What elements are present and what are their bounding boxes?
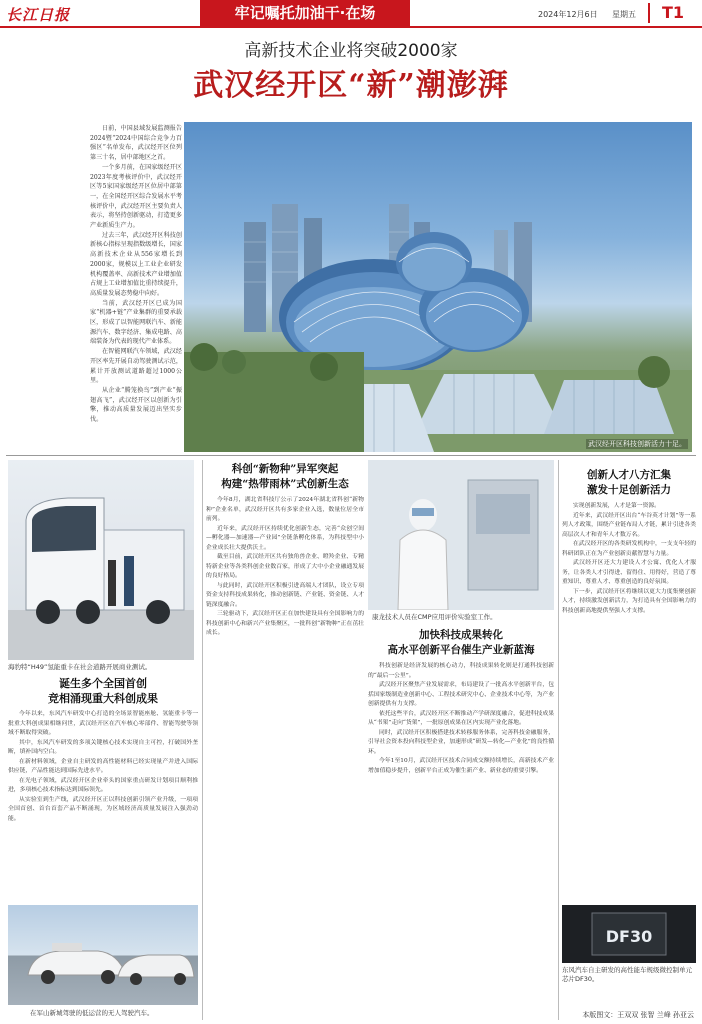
- hydrogen-truck-photo: [8, 460, 194, 660]
- body-paragraph: 科技创新是经济发展的核心动力，科技成果转化则是打通科技创新的“最后一公里”。: [368, 663, 554, 679]
- section-head-center-line2: 高水平创新平台催生产业新蓝海: [387, 644, 535, 656]
- page-number: T1: [648, 3, 696, 23]
- truck-photo-caption: 海豹特“H49”氢能重卡在社会道路开展商业测试。: [8, 663, 152, 671]
- column-banner: 牢记嘱托加油干·在场: [200, 0, 410, 26]
- newspaper-logo: 长江日报: [6, 6, 71, 24]
- column-divider: [202, 460, 203, 1020]
- body-paragraph: 在光电子领域，武汉经开区企业牵头的国家重点研发计划项目顺利推进，多项核心技术指标达到国际领先。: [8, 777, 198, 793]
- body-paragraph: 其中，东风汽车研发的多项关键核心技术实现自主可控，打破国外垄断，填补国内空白。: [8, 739, 198, 755]
- intro-paragraph: 过去三年，武汉经开区科技创新核心指标呈现指数级增长，国家高新技术企业从556家增长到2000家，规模以上工业企业研发机构覆盖率、高新技术产业增加值占规上工业增加值比重持续提升，高质量发展态势稳中向好。: [90, 231, 182, 297]
- article-subtitle: 高新技术企业将突破2000家: [244, 41, 458, 61]
- body-paragraph: 近年来，武汉经开区出台“车谷英才计划”等一系列人才政策，围绕产业链布局人才链，累计引进各类高层次人才和青年人才数万名。: [562, 512, 696, 538]
- lab-photo-caption: 康龙技术人员在CMP应用评价实验室工作。: [372, 613, 497, 621]
- body-paragraph: 同时，武汉经开区积极搭建技术转移服务体系，完善科技金融服务，引导社会资本投向科技型企业，加速形成“研发—转化—产业化”的良性循环。: [368, 729, 554, 755]
- body-paragraph: 武汉经开区聚焦产业发展需求，布局建设了一批高水平创新平台，包括国家级制造业创新中心、工程技术研究中心、企业技术中心等，为产业创新提供有力支撑。: [368, 682, 554, 707]
- robotaxi-photo: [8, 905, 198, 1005]
- intro-paragraph: 日前，中国县域发展监测报告2024暨“2024中国综合竞争力百强区”名单发布，武汉经开区位列第三十名，居中部地区之首。: [90, 125, 182, 162]
- lab-photo: [368, 460, 554, 610]
- section-head-left-line1: 诞生多个全国首创: [59, 677, 147, 690]
- section-head-middle: [206, 462, 364, 492]
- editors-credit: 本版图文：王双双 张智 兰峰 孙亚云: [582, 1011, 694, 1019]
- section-head-right-line2: 激发十足创新活力: [587, 484, 671, 496]
- intro-paragraph: 当前，武汉经开区已成为国家“机器+链”产业集群的重要承载区，形成了以智能网联汽车、新能源汽车、数字经济、集成电路、高端装备为代表的现代产业体系。: [90, 299, 182, 346]
- body-paragraph: 依托这些平台，武汉经开区不断推动产学研深度融合，促进科技成果从“书架”走向“货架”，一批原创成果在区内实现产业化落地。: [368, 710, 554, 726]
- issue-date: 2024年12月6日: [538, 10, 598, 19]
- intro-paragraph: 一个多月前，在国家级经开区2023年度考核评价中，武汉经开区等5家国家级经开区位居中部第一，在全国经开区综合发展水平考核评价中，武汉经开区主要负责人表示，将坚持创新驱动，打造更多产业新质生产力。: [90, 163, 182, 230]
- section-body-left: [8, 710, 198, 824]
- body-paragraph: 与此同时，武汉经开区积极引进高端人才团队，设立专项资金支持科技成果转化，推动创新链、产业链、资金链、人才链深度融合。: [206, 582, 364, 608]
- intro-column: [90, 124, 182, 425]
- body-paragraph: 武汉经开区还大力建设人才公寓、优化人才服务，让各类人才引得进、留得住、用得好，营造了尊重知识、尊重人才、尊重创造的良好氛围。: [562, 560, 696, 585]
- section-head-center: [368, 628, 554, 658]
- body-paragraph: 在新材料领域，企业自主研发的高性能材料已经实现量产并进入国际供应链，产品性能达到国际先进水平。: [8, 758, 198, 774]
- section-head-middle-line2: 构建“热带雨林”式创新生态: [221, 478, 349, 490]
- intro-paragraph: 在智能网联汽车领域，武汉经开区率先开展自动驾驶测试示范，累计开放测试道路超过1000公里。: [90, 348, 182, 385]
- chip-photo: [562, 905, 696, 963]
- intro-paragraph: 从企业“腾笼换鸟”到产业“振翅高飞”，武汉经开区以创新为引擎，推动高质量发展迈出坚实步伐。: [90, 386, 182, 424]
- section-head-left: [8, 676, 198, 706]
- section-head-middle-line1: 科创“新物种”异军突起: [231, 463, 339, 475]
- section-head-center-line1: 加快科技成果转化: [419, 629, 503, 641]
- column-divider: [558, 460, 559, 1020]
- section-head-left-line2: 竞相涌现重大科创成果: [48, 692, 158, 705]
- section-body-center: [368, 662, 554, 776]
- body-paragraph: 在武汉经开区的各类研发机构中，一支支年轻的科研团队正在为产业创新贡献智慧与力量。: [562, 541, 696, 557]
- robotaxi-photo-caption: 在军山新城驾驶的低运营的无人驾驶汽车。: [30, 1009, 154, 1017]
- chip-photo-caption: 东风汽车自主研发的高性能车规级微控制单元芯片DF30。: [562, 966, 692, 983]
- body-paragraph: 三轮驱动下，武汉经开区正在加快建设具有全国影响力的科技创新中心和新兴产业集聚区，一批科创“新物种”正在茁壮成长。: [206, 611, 364, 636]
- body-paragraph: 今年8月，湖北省科技厅公示了2024年湖北省科创“新物种”企业名单，武汉经开区共有多家企业入选，数量位居全市前列。: [206, 497, 364, 522]
- body-paragraph: 近年来，武汉经开区持续优化创新生态，完善“众创空间—孵化器—加速器—产业园”全链条孵化体系，为科技型中小企业成长壮大提供沃土。: [206, 525, 364, 551]
- section-head-right: [562, 468, 696, 498]
- hero-illustration: [184, 122, 692, 452]
- chip-label: DF30: [605, 927, 653, 946]
- hero-caption: 武汉经开区科技创新活力十足。: [588, 440, 686, 448]
- body-paragraph: 从实验室到生产线，武汉经开区正以科技创新引领产业升级，一项项全国首创、首台首套产品不断涌现，为区域经济高质量发展注入强劲动能。: [8, 796, 198, 822]
- masthead: [0, 0, 702, 28]
- section-divider: [6, 455, 696, 456]
- body-paragraph: 下一步，武汉经开区将继续以更大力度集聚创新人才，持续激发创新活力，为打造具有全国影响力的科技创新高地提供坚强人才支撑。: [562, 588, 696, 614]
- section-body-middle: [206, 496, 364, 639]
- article-title: 武汉经开区“新”潮澎湃: [193, 68, 509, 103]
- body-paragraph: 实现创新发展，人才是第一资源。: [573, 503, 660, 509]
- hero-photo: [184, 122, 692, 452]
- body-paragraph: 今年以来，东风汽车研发中心打造的全场景智能座舱、氢能重卡等一批重大科创成果相继问世，武汉经开区在汽车核心零部件、智能驾驶等领域不断取得突破。: [8, 711, 198, 736]
- body-paragraph: 截至目前，武汉经开区共有独角兽企业、瞪羚企业、专精特新企业等各类科创企业数百家，形成了大中小企业融通发展的良好格局。: [206, 554, 364, 579]
- section-head-right-line1: 创新人才八方汇集: [587, 469, 671, 481]
- issue-weekday: 星期五: [612, 10, 636, 19]
- section-body-right: [562, 502, 696, 616]
- body-paragraph: 今年1至10月，武汉经开区技术合同成交额持续增长，高新技术产业增加值稳步提升，创新平台正成为催生新产业、新业态的重要引擎。: [368, 758, 554, 774]
